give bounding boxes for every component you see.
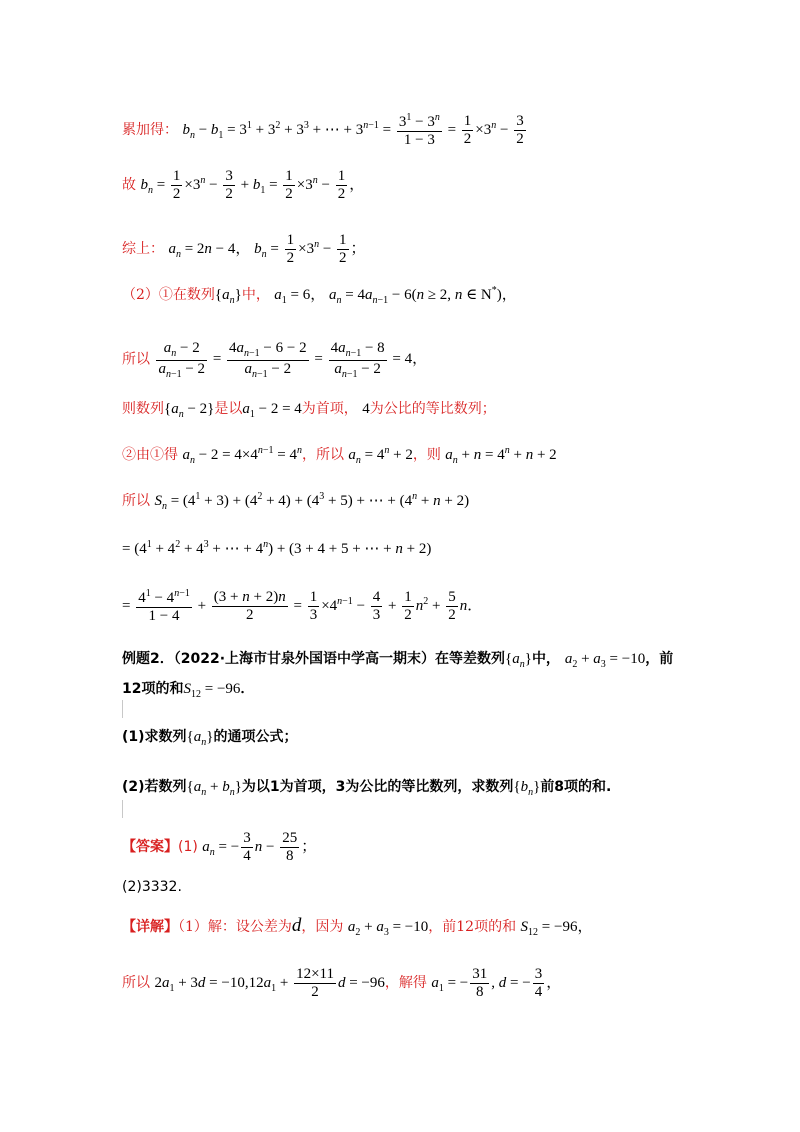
line-sn-result: = $\frac{4^1 - 4^{n-1}}{1 - 4}$ + $\frac{(3 + n + 2)n}{2}$ = $\frac{1}{3}$ $\times 4^{n-1}$ − $\frac{4}{3}$ + $\frac{1}{2}$ $n^2$ + $\frac{5}{2}$ n． — [122, 588, 483, 625]
answer-part2: (2)3332. — [122, 879, 182, 895]
label-part2: （2）①在数列 — [122, 287, 215, 303]
line-therefore-bn — [122, 168, 364, 204]
line-an-formula: ②由①得 $a_n - 2 = 4\times 4^{n-1} = 4^n$，所以 $a_n = 4^n + 2$，则 $a_n + n = 4^n + n + 2$ — [122, 445, 557, 466]
line-sn-group: = ($4^1 + 4^2 + 4^3$ + ⋯ + $4^n) + (3 + 4 + 5$ + ⋯ + n + 2) — [122, 539, 432, 557]
detail-tag: 【详解】 — [122, 919, 178, 935]
question-1: (1)求数列$\{a_n\}$的通项公式； — [122, 729, 298, 748]
line-sn-expand: 所以 $S_n = (4^1 + 3) + (4^2 + 4) + (4^3 + 5)$ + ⋯ + $(4^n + n + 2)$ — [122, 491, 470, 512]
line-summary — [122, 232, 366, 268]
question-2: (2)若数列$\{a_n + b_n\}$为以1为首项，3为公比的等比数列，求数列$\{b_n\}$前8项的和. — [122, 779, 612, 798]
formula-bn: $b_n$ = $\frac{1}{2}$ $\times 3^n$ − $\frac{3}{2}$ + $b_1$ = $\frac{1}{2}$ $\times 3^n$ − $\frac{1}{2}$ ， — [140, 168, 365, 203]
formula-ratio: $\frac{a_n - 2}{a_{n-1} - 2}$ = $\frac{4a_{n-1} - 6 - 2}{a_{n-1} - 2}$ = $\frac{4a_{n-1} - 8}{a_{n-1} - 2}$ = 4， — [158, 340, 428, 380]
formula-recurrence: $a_1 = 6$， $a_n = 4a_{n-1} - 6(n \ge 2$, n ∈ N*)， — [274, 285, 517, 306]
label-therefore: 故 — [122, 177, 136, 194]
answer-line: 【答案】(1) $a_n$ = − $\frac{3}{4}$ n − $\frac{25}{8}$ ； — [122, 830, 317, 865]
detail-line1: 【详解】（1）解：设公差为d，因为 $a_2 + a_3 = -10$，前12项的和 $S_{12} = -96$， — [122, 915, 593, 938]
example-line2: 12项的和$S_{12} = -96$． — [122, 681, 255, 700]
cursor-mark — [122, 700, 123, 718]
label-summary: 综上： — [122, 241, 164, 258]
line-part2-given: （2）①在数列$\{a_n\}$中， $a_1 = 6$， $a_n = 4a_{n-1} - 6(n \ge 2$, n ∈ N*)， — [122, 285, 517, 306]
line-cumulative-sum — [122, 112, 528, 150]
cursor-mark-2 — [122, 800, 123, 818]
example-title: 例题2．（2022·上海市甘泉外国语中学高一期末）在等差数列$\{a_n\}$中， $a_2 + a_3 = -10$，前 — [122, 651, 674, 670]
formula-bn-minus-b1: $b_n - b_1 = 3^1 + 3^2 + 3^3$ + ⋯ + $3^{n-1}$ = $\frac{3^1 - 3^n}{1 - 3}$ = $\frac{1}{2}$ $\times 3^n$ − $\frac{3}{2}$ — [182, 112, 524, 149]
detail-line2: 所以 $2a_1 + 3d = -10,12a_1$ + $\frac{12\times 11}{2}$ d = −96，解得 $a_1$ = − $\frac{31}{8}$ , d = − $\frac{3}{4}$ ， — [122, 966, 562, 1001]
label-cumulative: 累加得： — [122, 122, 178, 139]
line-ratio: 所以 $\frac{a_n - 2}{a_{n-1} - 2}$ = $\frac{4a_{n-1} - 6 - 2}{a_{n-1} - 2}$ = $\frac{4a_{n-1} - 8}{a_{n-1} - 2}$ = 4， — [122, 340, 428, 380]
line-geometric: 则数列$\{a_n - 2\}$是以$a_1 - 2 = 4$为首项， 4为公比的等比数列； — [122, 401, 496, 420]
answer-tag: 【答案】 — [122, 839, 178, 856]
formula-an-bn: $a_n = 2n - 4$， $b_n$ = $\frac{1}{2}$ $\times 3^n$ − $\frac{1}{2}$ ； — [168, 232, 366, 267]
